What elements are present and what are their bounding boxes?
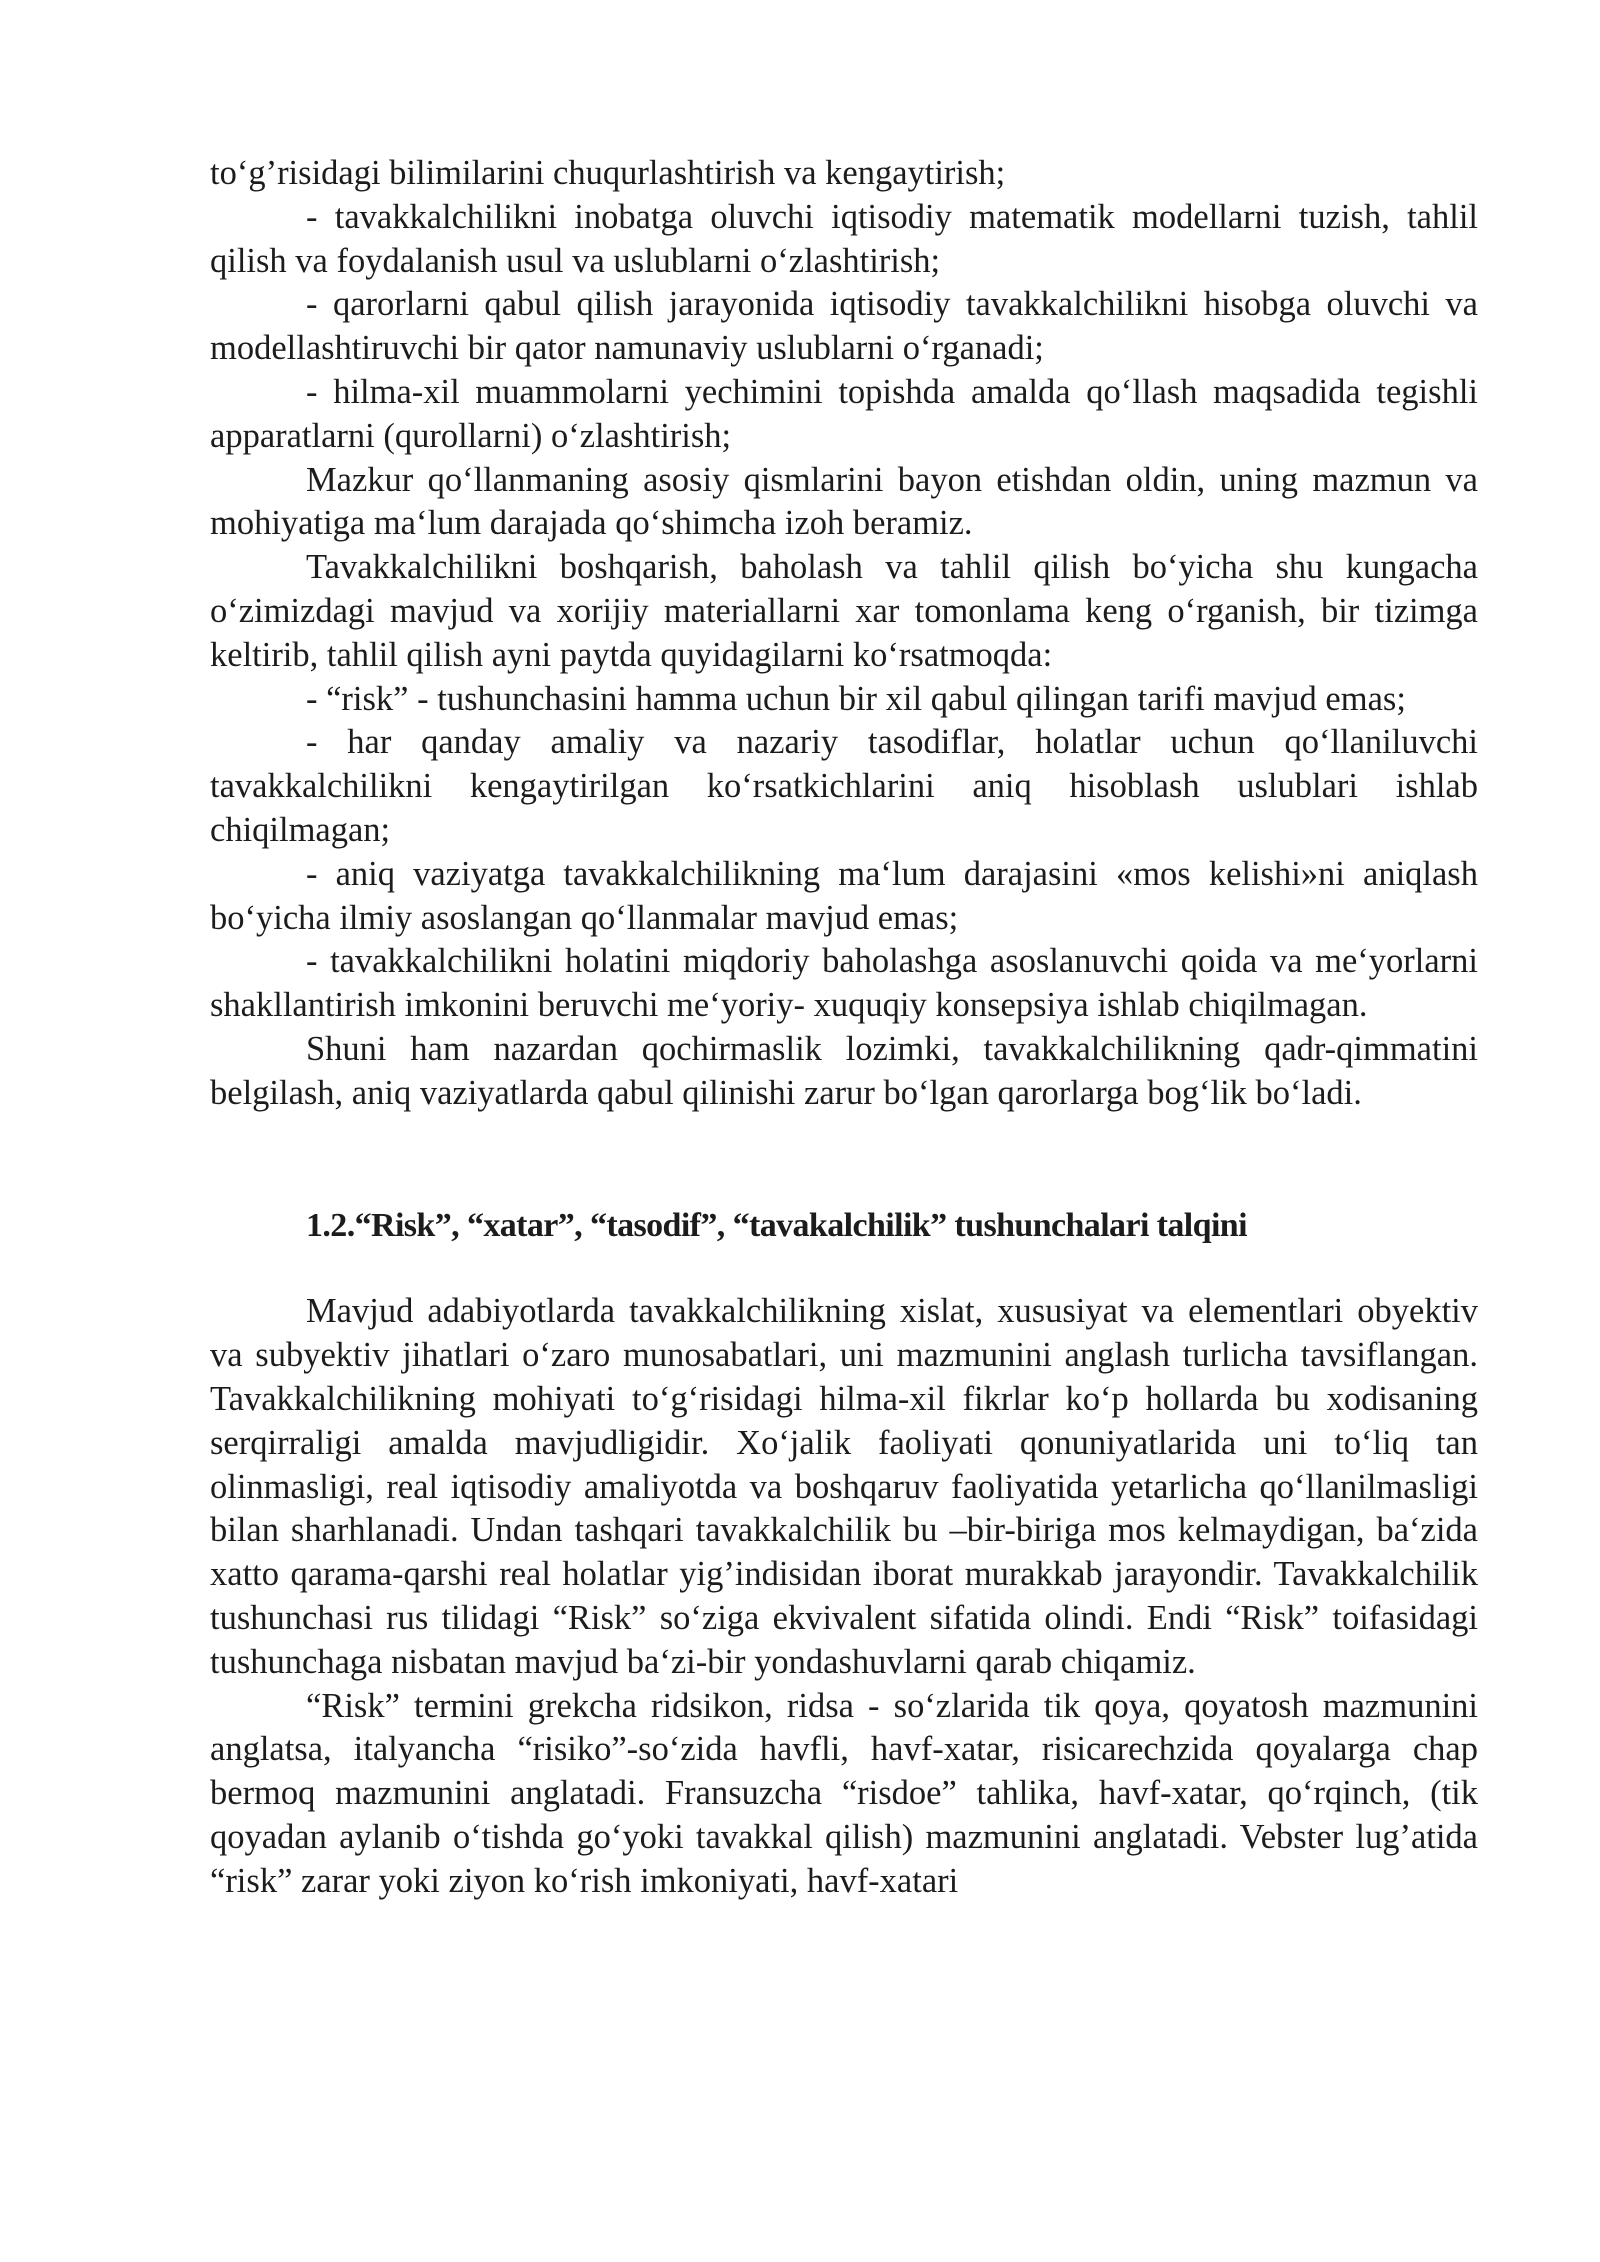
spacer xyxy=(210,1116,1478,1204)
list-item-decision-methods: - qarorlarni qabul qilish jarayonida iqtisodiy tavakkalchilikni hisobga oluvchi va modellashtiruvchi bir qator namunaviy uslublarni o‘rganadi; xyxy=(210,285,1478,368)
body-paragraph: Shuni ham nazardan qochirmaslik lozimki, tavakkalchilikning qadr-qimmatini belgilash, aniq vaziyatlarda qabul qilinishi zarur bo‘lgan qarorlarga bog‘lik bo‘ladi. xyxy=(210,1029,1478,1112)
list-item-tools: - hilma-xil muammolarni yechimini topishda amalda qo‘llash maqsadida tegishli apparatlarni (qurollarni) o‘zlashtirish; xyxy=(210,372,1478,455)
spacer xyxy=(210,1247,1478,1290)
list-item-risk-definition: - “risk” - tushunchasini hamma uchun bir xil qabul qilingan tarifi mavjud emas; xyxy=(306,679,1406,718)
body-paragraph: Mavjud adabiyotlarda tavakkalchilikning xislat, xususiyat va elementlari obyektiv va subyektiv jihatlari o‘zaro munosabatlari, uni mazmunini anglash turlicha tavsiflangan. Tavakkalchilikning mohiyati to‘g‘risidagi hilma-xil fikrlar ko‘p hollarda bu xodisaning serqirraligi amalda mavjudligidir. Xo‘jalik faoliyati qonuniyatlarida uni to‘liq tan olinmasligi, real iqtisodiy amaliyotda va boshqaruv faoliyatida yetarlicha qo‘llanilmasligi bilan sharhlanadi. Undan tashqari tavakkalchilik bu –bir-biriga mos kelmaydigan, ba‘zida xatto qarama-qarshi real holatlar yig’indisidan iborat murakkab jarayondir. Tavakkalchilik tushunchasi rus tilidagi “Risk” so‘ziga ekvivalent sifatida olindi. Endi “Risk” toifasidagi tushunchaga nisbatan mavjud ba‘zi-bir yondashuvlarni qarab chiqamiz. xyxy=(210,1292,1478,1681)
list-item-modelling: - tavakkalchilikni inobatga oluvchi iqtisodiy matematik modellarni tuzish, tahlil qilish va foydalanish usul va uslublarni o‘zlashtirish; xyxy=(210,197,1478,280)
body-paragraph: to‘g’risidagi bilimilarini chuqurlashtirish va kengaytirish; xyxy=(210,154,1006,192)
body-paragraph: Mazkur qo‘llanmaning asosiy qismlarini bayon etishdan oldin, uning mazmun va mohiyatiga ma‘lum darajada qo‘shimcha izoh beramiz. xyxy=(210,460,1478,543)
body-paragraph: Tavakkalchilikni boshqarish, baholash va tahlil qilish bo‘yicha shu kungacha o‘zimizdagi mavjud va xorijiy materiallarni xar tomonlama keng o‘rganish, bir tizimga keltirib, tahlil qilish ayni paytda quyidagilarni ko‘rsatmoqda: xyxy=(210,548,1478,674)
list-item-guidelines: - aniq vaziyatga tavakkalchilikning ma‘lum darajasini «mos kelishi»ni aniqlash bo‘yicha ilmiy asoslangan qo‘llanmalar mavjud emas; xyxy=(210,854,1478,937)
list-item-calculation-methods: - har qanday amaliy va nazariy tasodiflar, holatlar uchun qo‘llaniluvchi tavakkalchilikni kengaytirilgan ko‘rsatkichlarini aniq hisoblash uslublari ishlab chiqilmagan; xyxy=(210,723,1478,849)
section-heading: 1.2.“Risk”, “xatar”, “tasodif”, “tavakalchilik” tushunchalari talqini xyxy=(306,1206,1247,1244)
page-body xyxy=(210,152,1478,1903)
body-paragraph: “Risk” termini grekcha ridsikon, ridsa - so‘zlarida tik qoya, qoyatosh mazmunini anglatsa, italyancha “risiko”-so‘zida havfli, havf-xatar, risicarechzida qoyalarga chap bermoq mazmunini anglatadi. Fransuzcha “risdoe” tahlika, havf-xatar, qo‘rqinch, (tik qoyadan aylanib o‘tishda go‘yoki tavakkal qilish) mazmunini anglatadi. Vebster lug’atida “risk” zarar yoki ziyon ko‘rish imkoniyati, havf-xatari xyxy=(210,1686,1478,1900)
list-item-legal-concept: - tavakkalchilikni holatini miqdoriy baholashga asoslanuvchi qoida va me‘yorlarni shakllantirish imkonini beruvchi me‘yoriy- xuquqiy konsepsiya ishlab chiqilmagan. xyxy=(210,942,1478,1025)
